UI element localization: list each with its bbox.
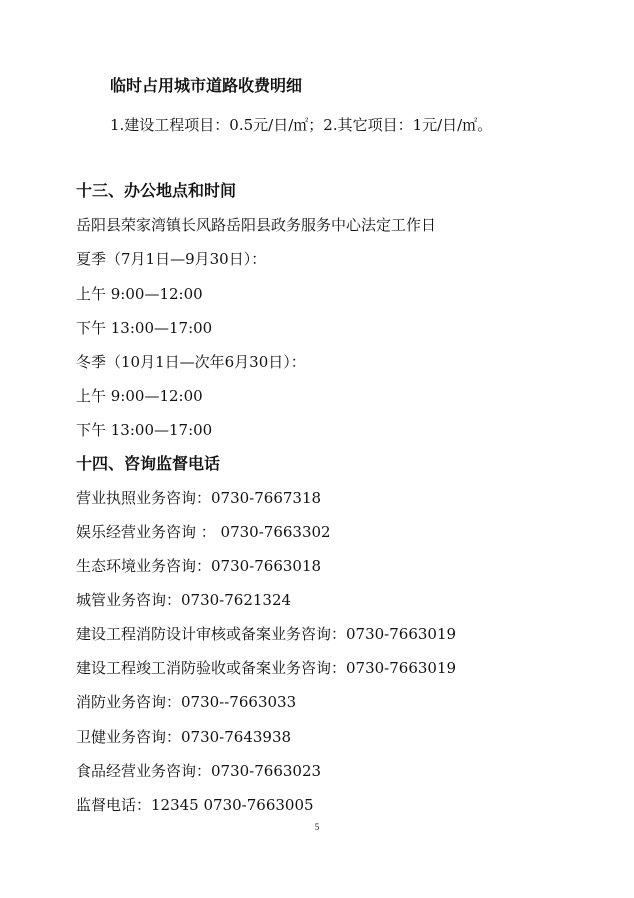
consult-line: 建设工程消防设计审核或备案业务咨询：0730-7663019 [76, 625, 457, 643]
consult-line: 卫健业务咨询：0730-7643938 [76, 728, 292, 746]
consult-line: 食品经营业务咨询：0730-7663023 [76, 762, 322, 780]
consult-line: 监督电话：12345 0730-7663005 [76, 796, 314, 814]
fee-detail: 1.建设工程项目：0.5元/日/㎡；2.其它项目：1元/日/㎡。 [110, 116, 493, 134]
consult-line: 营业执照业务咨询：0730-7667318 [76, 489, 322, 507]
consult-heading: 十四、咨询监督电话 [76, 454, 221, 473]
office-line: 上午 9:00—12:00 [76, 285, 203, 303]
office-line: 下午 13:00—17:00 [76, 421, 213, 439]
fee-title: 临时占用城市道路收费明细 [110, 76, 303, 95]
consult-line: 建设工程竣工消防验收或备案业务咨询：0730-7663019 [76, 659, 457, 677]
office-heading: 十三、办公地点和时间 [76, 181, 237, 200]
office-line: 夏季（7月1日—9月30日）： [76, 250, 267, 268]
consult-line: 城管业务咨询：0730-7621324 [76, 591, 292, 609]
consult-line: 消防业务咨询：0730--7663033 [76, 693, 297, 711]
office-line: 上午 9:00—12:00 [76, 387, 203, 405]
consult-line: 生态环境业务咨询：0730-7663018 [76, 557, 322, 575]
page-number: 5 [314, 822, 320, 832]
consult-line: 娱乐经营业务咨询 ： 0730-7663302 [76, 523, 331, 541]
office-line: 下午 13:00—17:00 [76, 319, 213, 337]
office-line: 冬季（10月1日—次年6月30日）： [76, 353, 306, 371]
office-line: 岳阳县荣家湾镇长风路岳阳县政务服务中心法定工作日 [76, 216, 437, 234]
